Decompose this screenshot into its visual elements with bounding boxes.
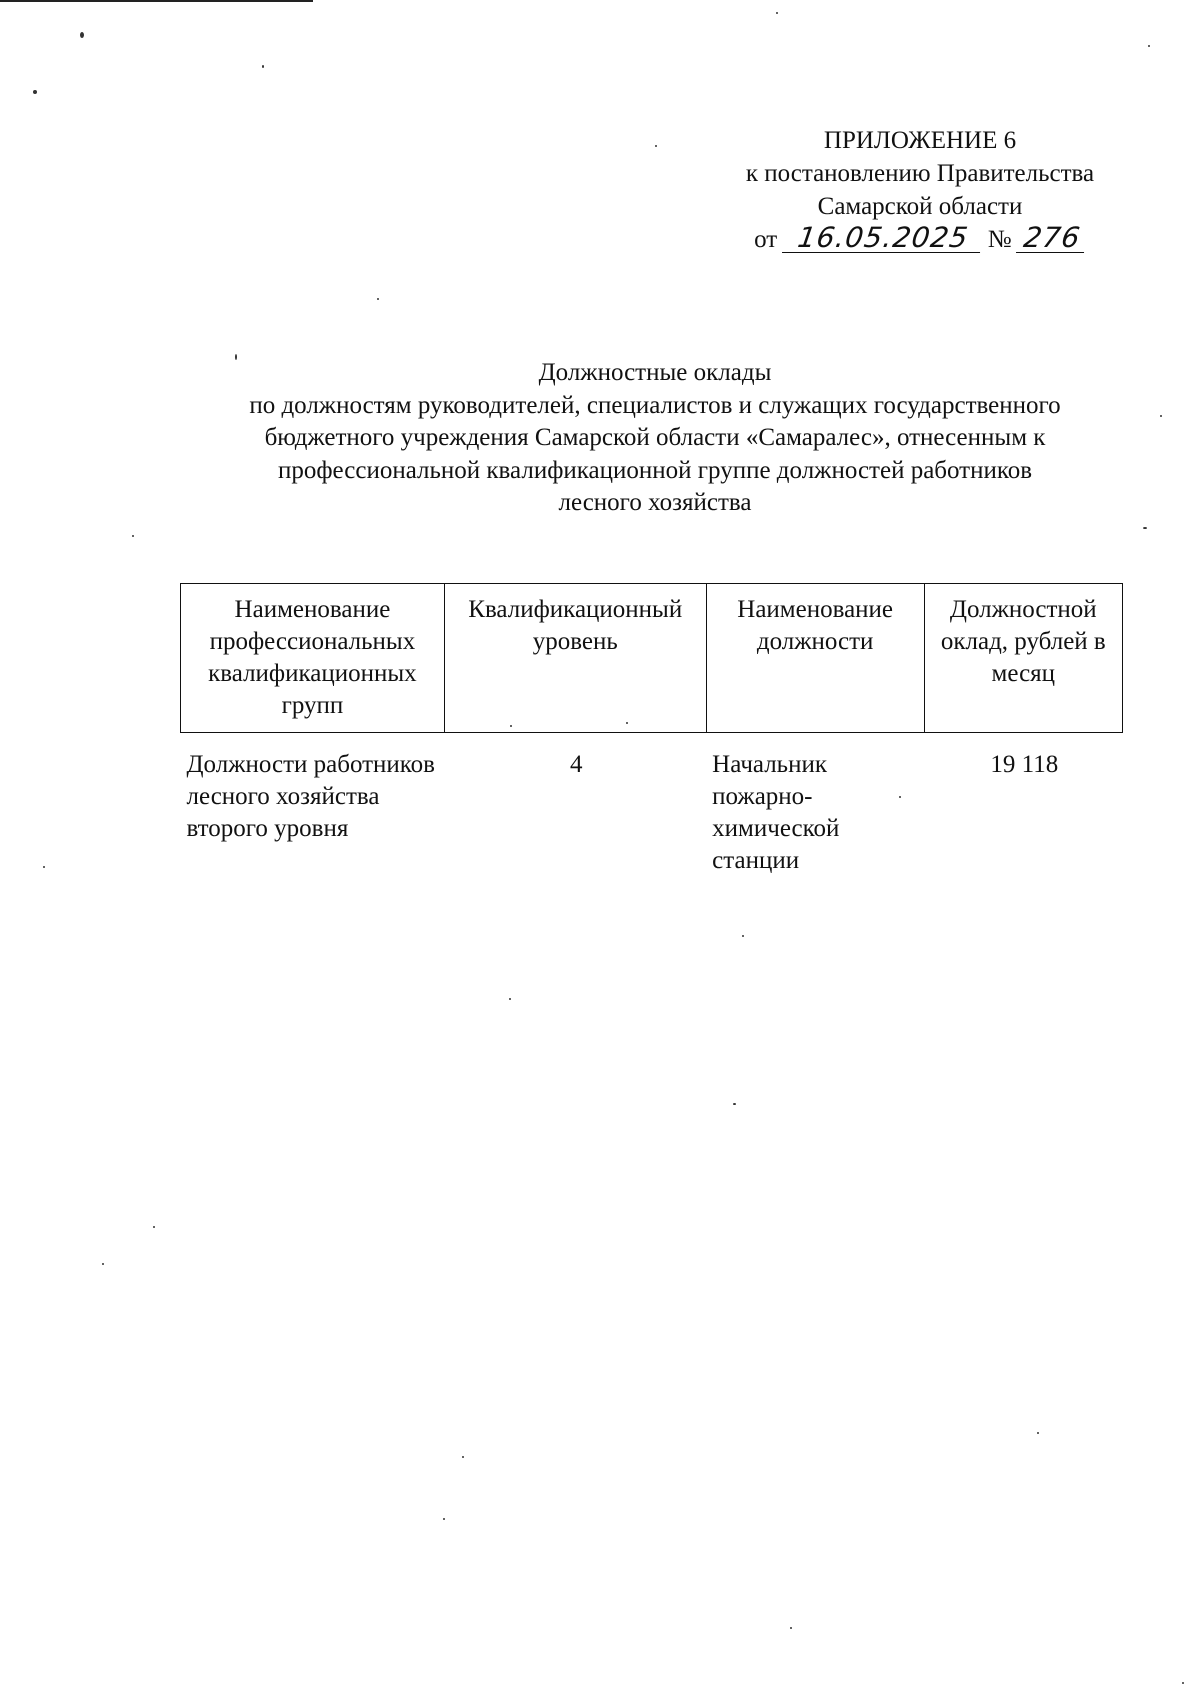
- scan-speck: [462, 1456, 464, 1458]
- scan-speck: [377, 298, 379, 300]
- scan-speck: [733, 1103, 736, 1105]
- number-prefix: №: [987, 226, 1012, 253]
- handwritten-date: 16.05.2025: [781, 224, 983, 253]
- scan-speck: [790, 1627, 792, 1629]
- scan-speck: [1148, 45, 1150, 47]
- salary-table: [180, 583, 1123, 877]
- scan-speck: [1160, 415, 1162, 417]
- title-line-1: Должностные оклады: [538, 359, 772, 386]
- scan-speck: [80, 32, 84, 38]
- top-border-line: [0, 0, 313, 2]
- scan-speck: [33, 90, 37, 94]
- scan-speck: [102, 1263, 104, 1265]
- scan-speck: [262, 65, 264, 68]
- scan-speck: [655, 145, 657, 147]
- cell-position: Начальник пожарно-химической станции: [712, 751, 840, 874]
- title-line-2: по должностям руководителей, специалистов и служащих государственного: [249, 391, 1061, 419]
- scan-speck: [153, 1226, 155, 1228]
- table-header-row: [181, 584, 1123, 733]
- scan-speck: [1182, 1682, 1184, 1684]
- date-prefix: от: [754, 226, 778, 253]
- scan-speck: [1143, 527, 1147, 529]
- table-row: [181, 733, 1123, 878]
- appendix-date-line: [700, 223, 1140, 256]
- scan-speck: [776, 12, 778, 14]
- header-group-name: Наименование профессиональных квалификационных групп: [181, 584, 445, 733]
- scan-speck: [43, 866, 45, 868]
- scan-speck: [742, 935, 744, 937]
- scan-speck: [132, 535, 134, 537]
- cell-level: 4: [570, 751, 583, 778]
- scan-speck: [509, 998, 511, 1000]
- scan-speck: [443, 1518, 445, 1520]
- appendix-title: ПРИЛОЖЕНИЕ 6: [823, 127, 1017, 154]
- header-position-name: Наименование должности: [706, 584, 924, 733]
- appendix-resolution-line: к постановлению Правительства: [745, 160, 1095, 187]
- cell-group: Должности работников лесного хозяйства второго уровня: [186, 751, 435, 842]
- document-title: [150, 357, 1160, 520]
- header-qualification-level: Квалификационный уровень: [444, 584, 706, 733]
- appendix-header: [700, 124, 1140, 256]
- cell-salary: 19 118: [990, 751, 1059, 778]
- title-line-4: профессиональной квалификационной группе должностей работников: [277, 456, 1033, 484]
- title-line-5: лесного хозяйства: [558, 489, 752, 516]
- appendix-region-line: Самарской области: [817, 193, 1023, 220]
- handwritten-number: 276: [1016, 224, 1088, 253]
- scan-speck: [1037, 1432, 1039, 1434]
- title-line-3: бюджетного учреждения Самарской области «Самаралес», отнесенным к: [264, 424, 1046, 451]
- header-salary: Должностной оклад, рублей в месяц: [924, 584, 1122, 733]
